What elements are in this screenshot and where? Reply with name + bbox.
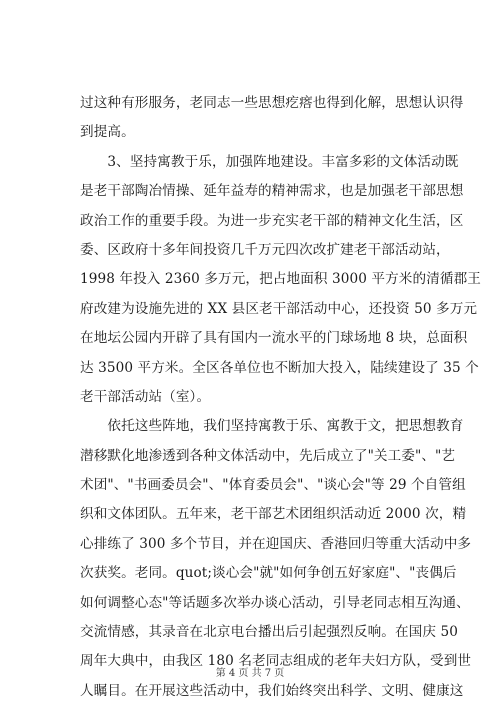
page-number-footer: 第 4 页 共 7 页 <box>215 668 285 679</box>
text-line: 1998 年投入 2360 多万元，把占地面积 3000 平方米的清循郡王 <box>80 271 481 288</box>
text-line: 次获奖。老同。quot;谈心会"就"如何争创五好家庭"、"丧偶后 <box>80 565 457 582</box>
text-line: 府改建为设施先进的 XX 县区老干部活动中心，还投资 50 多万元 <box>80 300 478 317</box>
text-line: 老干部活动站（室）。 <box>80 388 211 405</box>
text-line: 潜移默化地渗透到各种文体活动中，先后成立了"关工委"、"艺 <box>80 447 456 464</box>
text-line: 是老干部陶冶情操、延年益寿的精神需求，也是加强老干部思想 <box>80 183 464 200</box>
text-line: 政治工作的重要手段。为进一步充实老干部的精神文化生活，区 <box>80 212 464 229</box>
text-line: 周年大典中，由我区 180 名老同志组成的老年夫妇方队，受到世 <box>80 653 472 670</box>
text-line: 如何调整心态"等话题多次举办谈心活动，引导老同志相互沟通、 <box>80 594 470 611</box>
text-line: 委、区政府十多年间投资几千万元四次改扩建老干部活动站， <box>80 241 450 258</box>
text-line: 在地坛公园内开辟了具有国内一流水平的门球场地 8 块，总面积 <box>80 330 468 347</box>
text-line: 达 3500 平方米。全区各单位也不断加大投入，陆续建设了 35 个 <box>80 359 479 376</box>
text-line: 到提高。 <box>80 124 135 141</box>
text-line: 心排练了 300 多个节目，并在迎国庆、香港回归等重大活动中多 <box>80 535 472 552</box>
text-line: 织和文体团队。五年来，老干部艺术团组织活动近 2000 次，精 <box>80 506 467 523</box>
text-line: 人瞩目。在开展这些活动中，我们始终突出科学、文明、健康这 <box>80 682 464 699</box>
text-line: 依托这些阵地，我们坚持寓教于乐、寓教于文，把思想教育 <box>80 418 464 435</box>
text-line: 过这种有形服务，老同志一些思想疙瘩也得到化解，思想认识得 <box>80 95 464 111</box>
text-line: 交流情感，其录音在北京电台播出后引起强烈反响。在国庆 50 <box>80 624 458 641</box>
text-line: 术团"、"书画委员会"、"体育委员会"、"谈心会"等 29 个自管组 <box>80 477 466 494</box>
body-text <box>80 89 481 706</box>
text-line: 3、坚持寓教于乐，加强阵地建设。丰富多彩的文体活动既 <box>80 153 459 170</box>
